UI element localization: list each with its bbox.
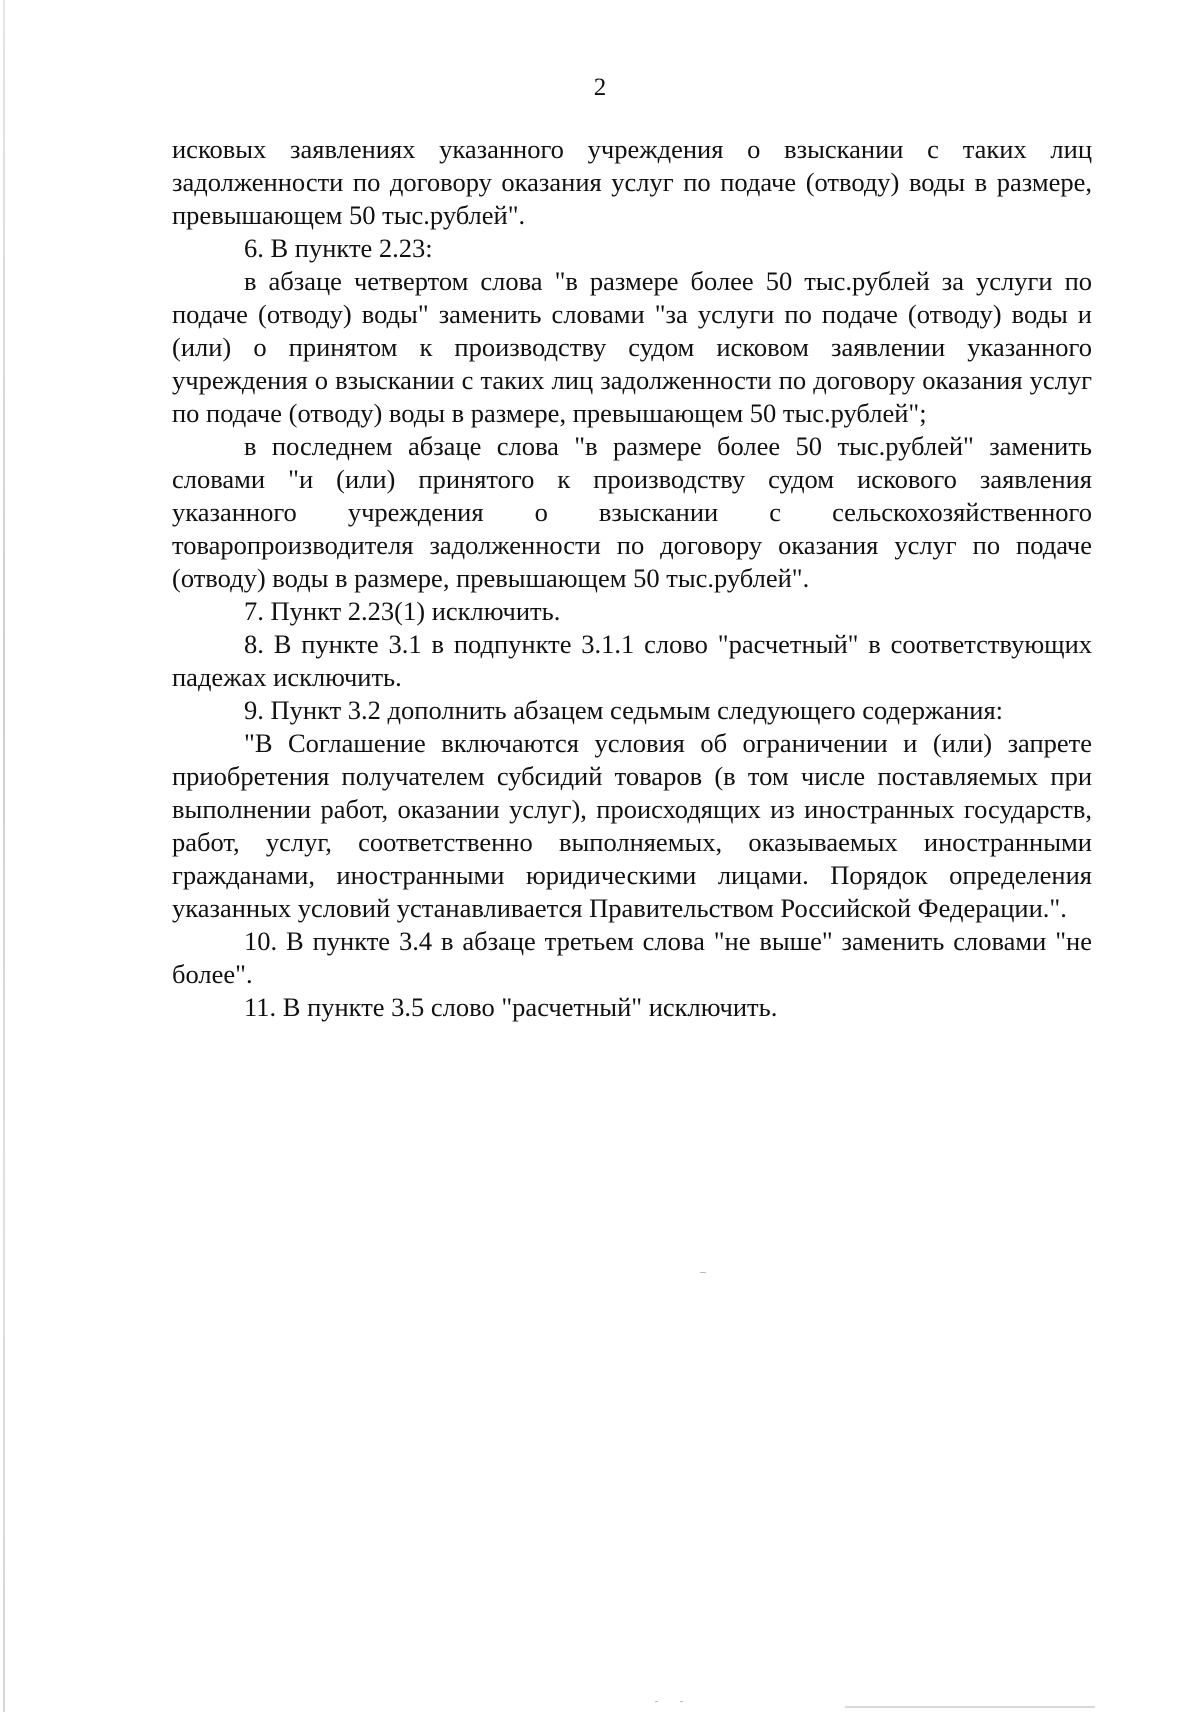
paragraph-item-7: 7. Пункт 2.23(1) исключить. [244,596,561,626]
paragraph-item-8: 8. В пункте 3.1 в подпункте 3.1.1 слово "расчетный" в соответствующих падежах исключить. [172,629,1092,692]
scan-speck [655,1701,658,1702]
paragraph-item-9-quote: "В Соглашение включаются условия об ограничении и (или) запрете приобретения получателем субсидий товаров (в том числе поставляемых при выполнении работ, оказании услуг), происходящих из иностранных государств, работ, услуг, соответственно выполняемых, оказываемых иностранными гражданами, иностранными юридическими лицами. Порядок определения указанных условий устанавливается Правительством Российской Федерации.". [172,728,1092,923]
paragraph-item-6-last-abzac: в последнем абзаце слова "в размере более 50 тыс.рублей" заменить словами "и (или) принятого к производству судом искового заявления указанного учреждения о взыскании с сельскохозяйственного товаропроизводителя задолженности по договору оказания услуг по подаче (отводу) воды в размере, превышающем 50 тыс.рублей". [172,431,1092,593]
paragraph-item-6: 6. В пункте 2.23: [244,233,433,263]
scan-speck [680,1701,683,1702]
paragraph-item-11: 11. В пункте 3.5 слово "расчетный" исключить. [244,992,778,1022]
scan-speck [700,1272,706,1273]
document-body [172,133,1092,1024]
paragraph-item-10: 10. В пункте 3.4 в абзаце третьем слова "не выше" заменить словами "не более". [172,926,1092,989]
scan-bottom-edge [845,1706,1095,1708]
page-number: 2 [593,74,607,101]
paragraph-item-6-abzac-4: в абзаце четвертом слова "в размере более 50 тыс.рублей за услуги по подаче (отводу) воды" заменить словами "за услуги по подаче (отводу) воды и (или) о принятом к производству судом исковом заявлении указанного учреждения о взыскании с таких лиц задолженности по договору оказания услуг по подаче (отводу) воды в размере, превышающем 50 тыс.рублей"; [172,266,1092,428]
paragraph-continuation: исковых заявлениях указанного учреждения о взыскании с таких лиц задолженности по договору оказания услуг по подаче (отводу) воды в размере, превышающем 50 тыс.рублей". [172,134,1092,230]
scan-edge-shadow [3,0,5,1712]
paragraph-item-9: 9. Пункт 3.2 дополнить абзацем седьмым следующего содержания: [244,695,1004,725]
